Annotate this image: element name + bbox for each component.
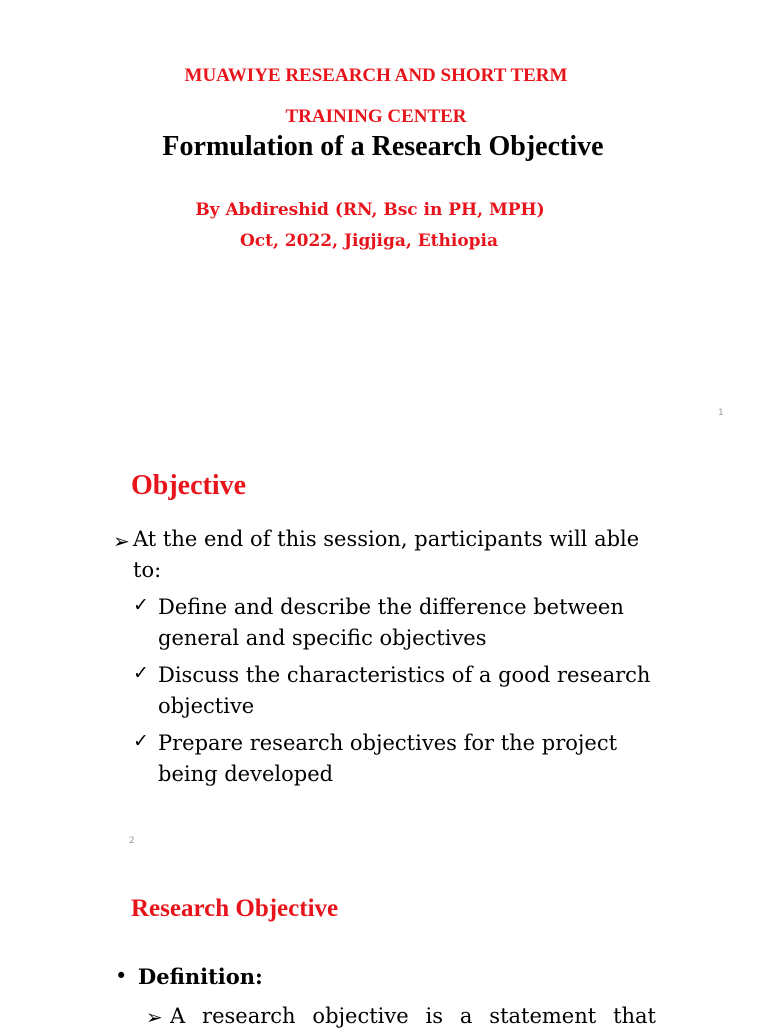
- arrow-bullet-icon: ➢: [113, 529, 130, 553]
- arrow-bullet-icon: ➢: [146, 1005, 163, 1029]
- definition-label: Definition:: [138, 964, 263, 989]
- checkmark-icon: ✓: [133, 662, 149, 684]
- page-number-2: 2: [129, 836, 135, 846]
- objective-item-3: Prepare research objectives for the project being developed: [158, 731, 618, 786]
- author-line: By Abdireshid (RN, Bsc in PH, MPH): [195, 200, 545, 220]
- checkmark-icon: ✓: [133, 730, 149, 752]
- bullet-dot-icon: •: [115, 964, 128, 988]
- research-objective-heading: Research Objective: [131, 895, 339, 922]
- page-number-1: 1: [718, 408, 724, 418]
- checkmark-icon: ✓: [133, 594, 149, 616]
- date-place-line: Oct, 2022, Jigjiga, Ethiopia: [239, 231, 499, 251]
- organization-name-line-2: TRAINING CENTER: [285, 106, 467, 127]
- definition-statement-text: A research objective is a statement that: [170, 1004, 656, 1028]
- presentation-title: Formulation of a Research Objective: [162, 131, 604, 162]
- objective-item-1: Define and describe the difference between general and specific objectives: [158, 595, 624, 650]
- objective-heading: Objective: [131, 470, 247, 501]
- objective-item-2: Discuss the characteristics of a good research objective: [158, 663, 651, 718]
- organization-name-line-1: MUAWIYE RESEARCH AND SHORT TERM: [184, 65, 568, 86]
- session-intro-text: At the end of this session, participants will able to:: [133, 527, 640, 582]
